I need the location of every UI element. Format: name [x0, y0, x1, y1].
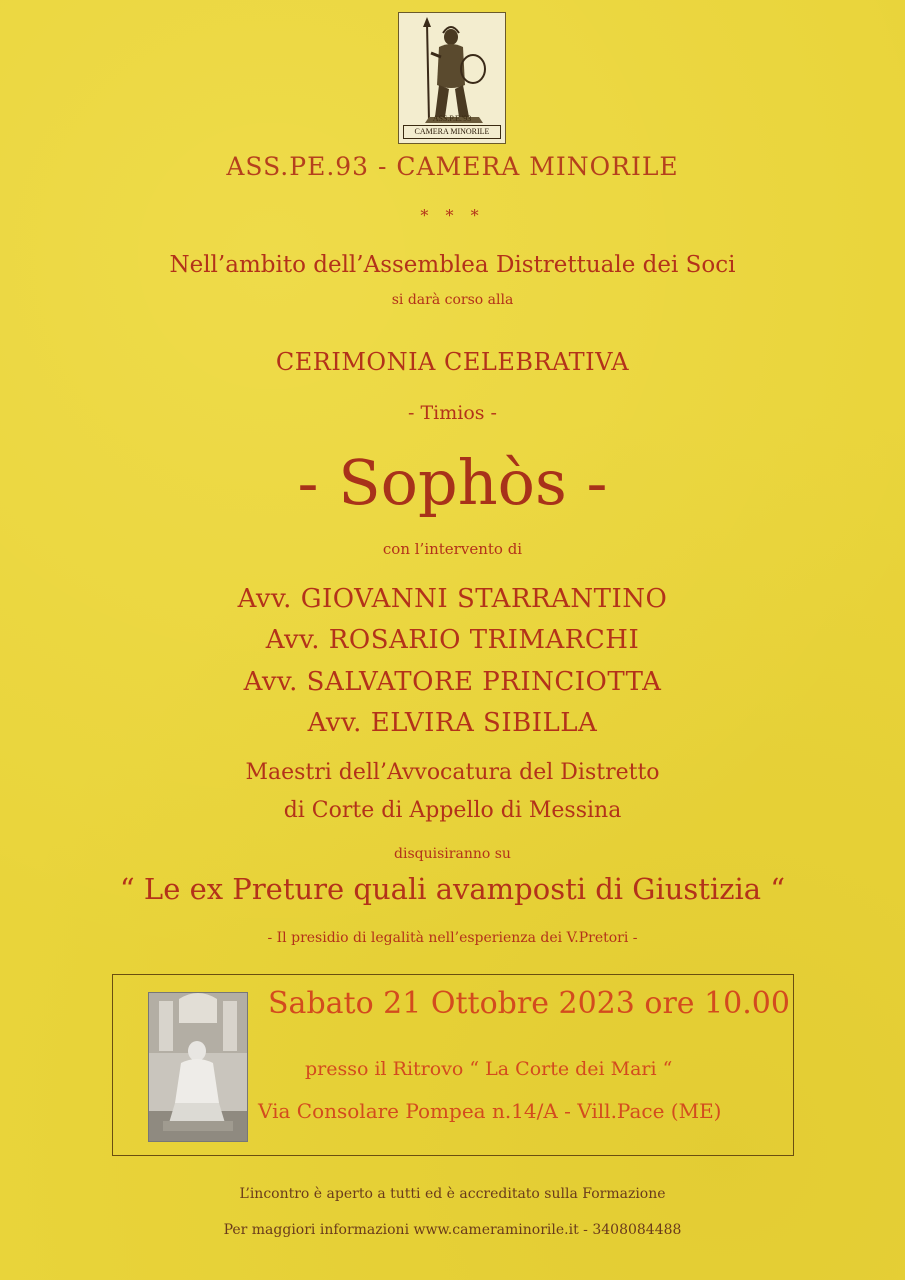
statue-photo: [148, 992, 248, 1142]
speaker-4: Avv. ELVIRA SIBILLA: [307, 708, 598, 738]
event-venue: presso il Ritrovo “ La Corte dei Mari “: [305, 1058, 673, 1080]
masters-line-1: Maestri dell’Avvocatura del Distretto: [245, 760, 660, 785]
association-logo: [398, 12, 506, 144]
speaker-1: Avv. GIOVANNI STARRANTINO: [237, 584, 668, 614]
ceremony-title: CERIMONIA CELEBRATIVA: [275, 348, 630, 376]
intervention-label: con l’intervento di: [382, 540, 523, 558]
topic-subtitle: - Il presidio di legalità nell’esperienza dei V.Pretori -: [267, 930, 638, 946]
logo-acronym: ASS.P.E.'93: [432, 114, 472, 123]
stars-divider: * * *: [420, 206, 485, 225]
topic-title: “ Le ex Preture quali avamposti di Giustizia “: [119, 872, 786, 906]
speaker-3: Avv. SALVATORE PRINCIOTTA: [243, 667, 662, 697]
speaker-2: Avv. ROSARIO TRIMARCHI: [265, 625, 640, 655]
masters-line-2: di Corte di Appello di Messina: [283, 798, 622, 823]
logo-band: CAMERA MINORILE: [403, 125, 501, 139]
timios-subtitle: - Timios -: [408, 402, 497, 424]
footer-accreditation: L’incontro è aperto a tutti ed è accreditato sulla Formazione: [239, 1186, 666, 1202]
event-date: Sabato 21 Ottobre 2023 ore 10.00: [268, 986, 790, 1021]
sophos-title: - Sophòs -: [297, 446, 608, 519]
intro-line-1: Nell’ambito dell’Assemblea Distrettuale dei Soci: [169, 252, 736, 278]
discuss-label: disquisiranno su: [394, 846, 511, 862]
header-title: ASS.PE.93 - CAMERA MINORILE: [226, 152, 679, 181]
intro-line-2: si darà corso alla: [391, 292, 514, 308]
footer-contact: Per maggiori informazioni www.cameraminorile.it - 3408084488: [223, 1222, 682, 1238]
event-address: Via Consolare Pompea n.14/A - Vill.Pace (ME): [258, 1099, 722, 1123]
warrior-statue-icon: [399, 13, 505, 143]
